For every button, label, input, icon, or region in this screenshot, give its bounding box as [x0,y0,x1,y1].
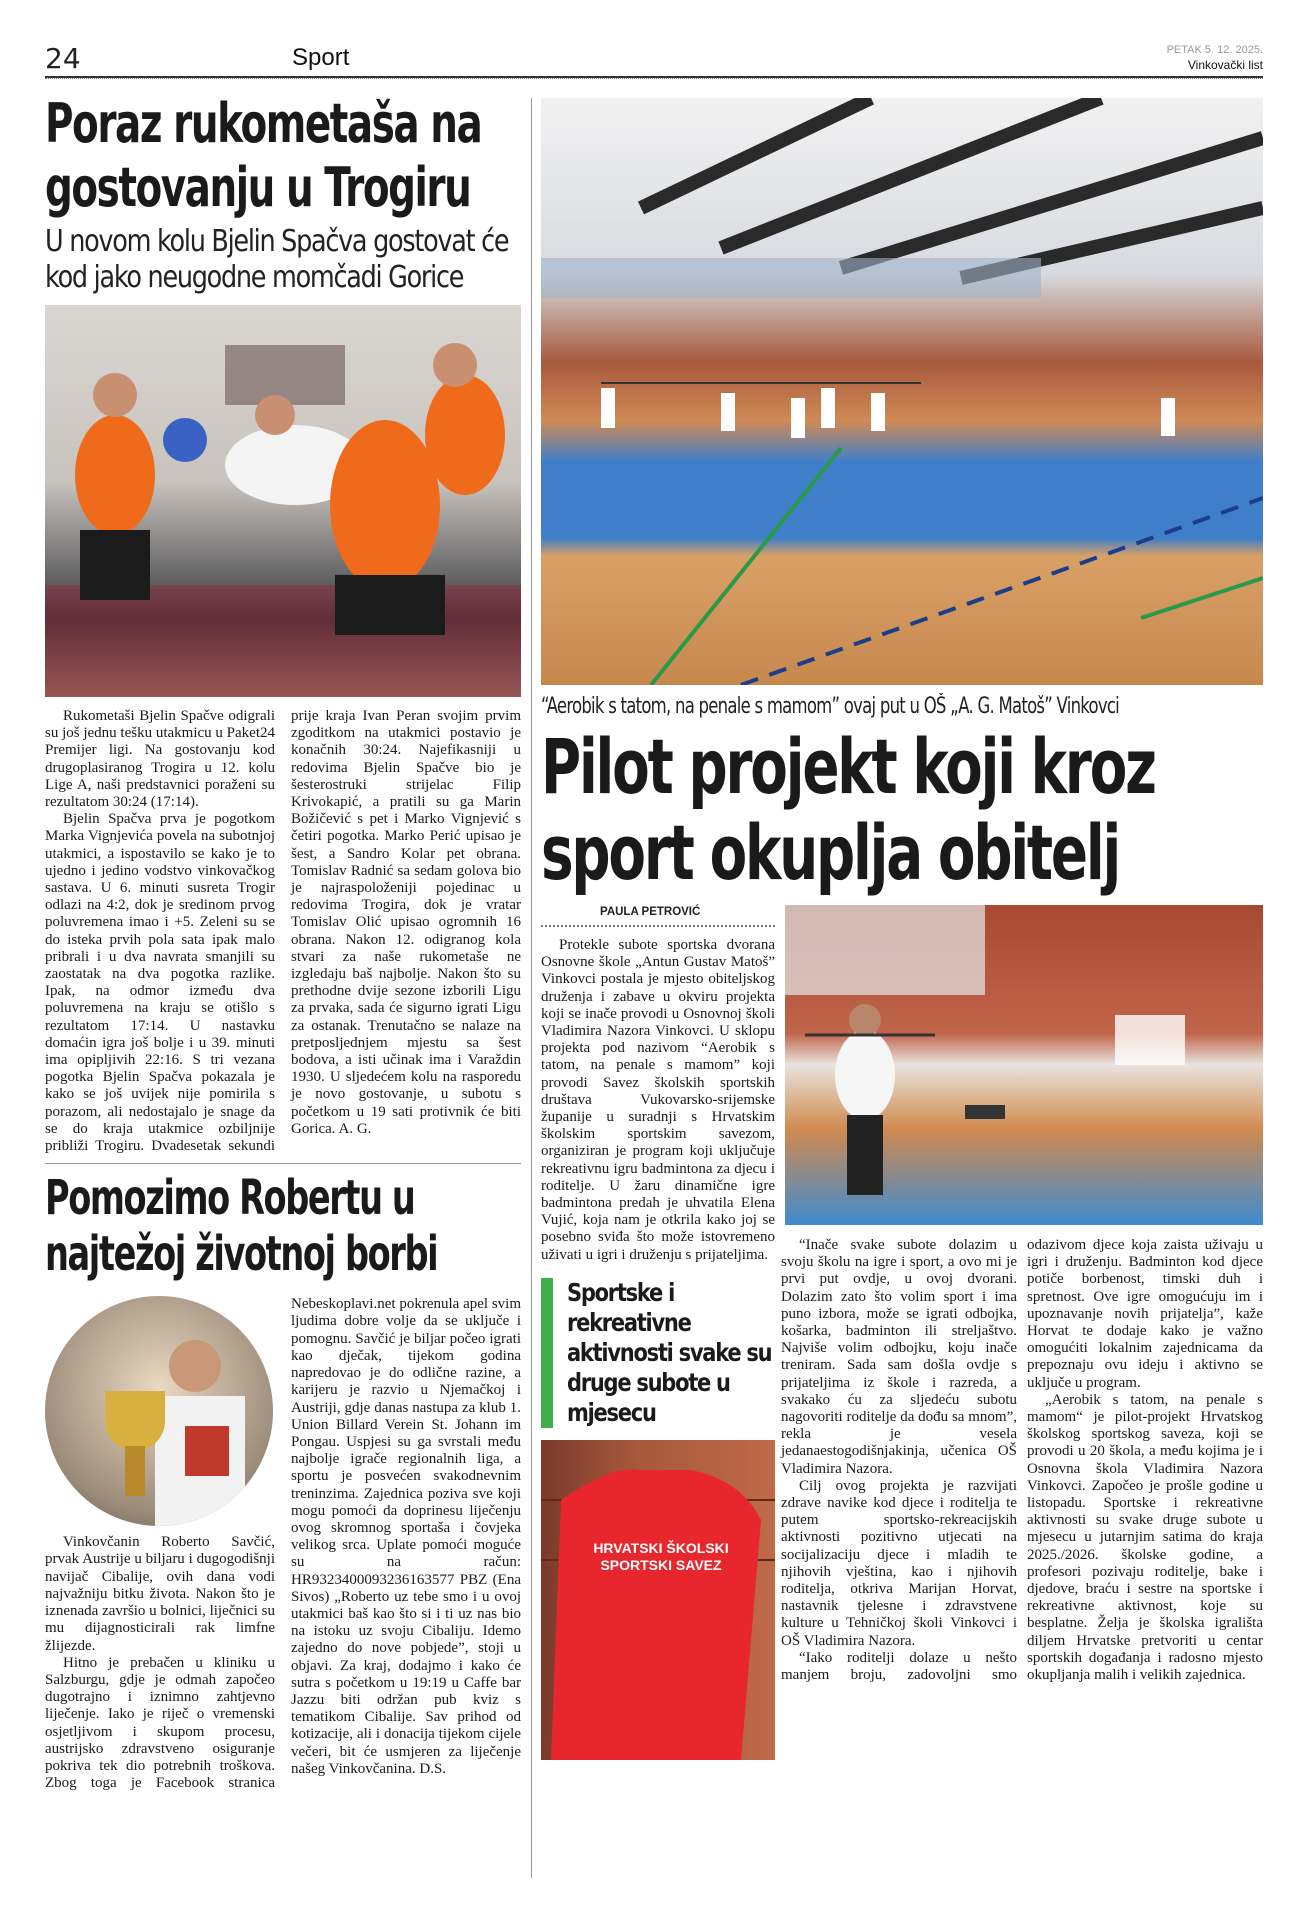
byline-divider [541,925,775,927]
pull-quote-block [541,1278,775,1428]
handball-players-illustration [45,305,521,697]
article1-title: Poraz rukometaša na gostovanju u Trogiru [45,92,482,219]
article2-paragraph: Vinkovčanin Roberto Savčić, prvak Austrije u biljaru i dugogodišnji navijač Cibalije, ovih dana vodi najvažniju bitku života. Nakon što je iznenada završio u bolnici, liječnici su mu dijagnosticirali rak limfne žlijezde. [45,1534,275,1654]
shirt-photo [541,1440,775,1760]
publication-name: Vinkovački list [1187,58,1263,72]
header-rule [45,76,1263,79]
handball-photo [45,305,521,697]
article2-paragraph: Hitno je prebačen u kliniku u Salzburgu, gdje je odmah započeo dugotrajno i iznimno zahtjevno liječenje. Iako je riječ o vremenski osjetljivom i skupom procesu, austrijsko zdravstveno osiguranje pokriva tek dio potrebnih troškova. Zbog toga je Facebook stranica Nebeskoplavi.net pokrenula apel svim ljudima dobre volje da se uključe i pomognu. Savčić je biljar počeo igrati kao dječak, tijekom godina napredovao je do odlične razine, a karijeru je razvio u Njemačkoj i Austriji, gdje danas nastupa za klub 1. Union Billard Verein St. Johann im Pongau. Uspjesi su ga svrstali među najbolje igrače regionalnih liga, a sportu je posvećen svakodnevnim treninzima. Zajednica poziva sve koji mogu pomoći da doprinesu liječenju ovog skromnog sportaša i čovjeka velikog srca. Uplate pomoći moguće su na račun: HR9323400093236163577 PBZ (Ena Sivos) „Roberto uz tebe smo i u ovoj utakmici baš kao što si i ti uz nas bio na istoku uz svoju Cibaliju. Idemo zajedno do nove pobjede”, stoji u objavi. Za kraj, dodajmo i kako će sutra s početkom u 19:19 u Caffe bar Jazzu biti održan pub kviz s tematikom Cibalije. Sav prihod od kotizacije, ali i donacija tijekom cijele večeri, bit će usmjeren za liječenje našeg Vinkovčanina. D.S. [45,1296,521,1792]
roberto-photo [45,1296,273,1526]
article1-body [45,708,521,1155]
shirt-text: HRVATSKI ŠKOLSKI SPORTSKI SAVEZ [593,1539,729,1573]
photo-caption: “Aerobik s tatom, na penale s mamom” ovaj put u OŠ „A. G. Matoš” Vinkovci [541,694,1120,719]
article3-paragraph: „Aerobik s tatom, na penale s mamom“ je pilot-projekt Hrvatskog školskog sportskog saveza, koji se provodi u 20 škola, a među kojima je i Osnovna škola Vladimira Nazora Vinkovci. Započeo je prošle godine u listopadu. Sportske i rekreativne aktivnosti su svake druge subote u mjesecu u jutarnjim satima do kraja 2025./2026. školske godine, a profesori pozivaju roditelje, bake i djedove, braću i sestre na sportske i rekreativne aktivnost, koje su besplatne. Želja je školska igrališta diljem Hrvatske pretvoriti u centar sportskih događanja i radosno mjesto okupljanja malih i velikih zajednica. [1027,1391,1263,1684]
pull-quote: Sportske i rekreativne aktivnosti svake su druge subote u mjesecu [567,1277,772,1427]
article3-paragraph: “Iako roditelji dolaze u nešto manjem broju, zadovoljni smo odazivom djece koja zaista uživaju u igri i druženju. Badminton kod djece potiče borbenost, timski duh i spretnost. Ove igre omogućuju im i upoznavanje novih prijatelja”, kaže Horvat te dodaje kako je važno omogućiti lokalnim zajednicama da prepoznaju ovu ideju i aktivno se uključe u program. [781,1237,1263,1684]
left-column-flow [45,708,521,1792]
red-shirt-illustration [541,1440,775,1760]
author-byline: PAULA PETROVIĆ [600,906,701,918]
article3-title: Pilot projekt koji kroz sport okuplja obitelj [541,722,1155,897]
article3-paragraph: Cilj ovog projekta je razvijati zdrave navike kod djece i roditelja te putem sportsko-rekreacijskih aktivnosti pozitivno utjecati na socijalizaciju djece i mladih te njihovih vještina, kao i njihovih roditelja, otkriva Marijan Horvat, nastavnik tjelesne i zdravstvene kulture u Tehničkoj školi Vinkovci i OŠ Vladimira Nazora. [781,1477,1017,1649]
article3-paragraph: “Inače svake subote dolazim u svoju školu na igre i sport, a ovo mi je prvi put ovdje, u ovoj dvorani. Dolazim zato što volim sport i ima puno izbora, može se igrati odbojka, košarka, badminton ili streljaštvo. Najviše volim odbojku, koju inače treniram. Sada sam došla ovdje s prijateljima iz škole i razreda, a svakako ću za sljedeću subotu nagovoriti roditelje da dođu sa mnom”, rekla je vesela jedanaestogodišnjakinja, učenica OŠ Vladimira Nazora. [781,1237,1017,1477]
article3-body-col1 [541,937,775,1264]
section-name: Sport [292,44,350,71]
article-divider [45,1163,521,1164]
article1-paragraph: Rukometaši Bjelin Spačve odigrali su još jednu tešku utakmicu u Paket24 Premijer ligi. Na gostovanju kod drugoplasiranog Trogira u 12. kolu Lige A, naši predstavnici poraženi su rezultatom 30:24 (17:14). [45,708,275,811]
column-divider [531,98,532,1878]
trophy-player-illustration [45,1296,273,1526]
issue-date: PETAK 5. 12. 2025. [1166,44,1263,56]
article1-paragraph: Bjelin Spačva prva je pogotkom Marka Vignjevića povela na subotnjoj utakmici, a ispostavilo se kako je to ujedno i jedino vodstvo vinkovačkog sastava. U 6. minuti susreta Trogir odlazi na 4:2, dok je sredinom prvog poluvremena imao i +5. Zeleni su se do isteka prvih pola sata ipak malo pribrali i u dva navrata smanjili su zaostatak na dva pogotka razlike. Ipak, na odmor između dva poluvremena na kraju se otišlo s rezultatom 17:14. U nastavku domaćin igra još bolje i u 39. minuti ima opipljivih 22:16. S tri vezana pogotka Bjelin Spačva pokazala je kako se još uvijek nije pomirila s porazom, ali nedostajalo je snage da se do kraja utakmice ozbiljnije približi Trogiru. Dvadesetak sekundi prije kraja Ivan Peran svojim prvim zgoditkom na utakmici postavio je konačnih 30:24. Najefikasniji u redovima Bjelin Spačve bio je šesterostruki strijelac Filip Krivokapić, a pratili su ga Marin Božičević s pet i Marko Vignjević s četiri pogotka. Marko Perić upisao je šest, a Sandro Kolar pet obrana. Tomislav Radnić sa sedam golova bio je najraspoloženiji pojedinac u redovima Trogira, dok je vratar Tomislav Olić upisao ogromnih 16 obrana. Nakon 12. odigranog kola stvari za naše rukometaše ne izgledaju baš najbolje. Nakon što su prethodne dvije sezone izborili Ligu za prvaka, sada će sigurno igrati Ligu za ostanak. Trenutačno se nalaze na pretposljednjem mjestu sa šest bodova, a isti učinak ima i Varaždin 1930. U sljedećem kolu na rasporedu je novo gostovanje, u subotu s početkom u 19 sati protivnik će biti Gorica. A. G. [45,708,521,1155]
article3-col1-flow [541,937,775,1760]
archery-photo [785,905,1263,1225]
article1-subtitle: U novom kolu Bjelin Spačva gostovat će kod jako neugodne momčadi Gorice [45,224,509,295]
article3-paragraph: Protekle subote sportska dvorana Osnovne škole „Antun Gustav Matoš” Vinkovci postala je mjesto obiteljskog druženja i zabave u okviru projekta koji se inače provodi u Osnovnoj školi Vladimira Nazora Vinkovci. U sklopu projekta pod nazivom “Aerobik s tatom, na penale s mamom” koji provodi Savez školskih sportskih društava Vukovarsko-srijemske županije u suradnji s Hrvatskim školskim sportskim savezom, organiziran je program koji uključuje rekreativnu igru badmintona za djecu i roditelje. U žaru dinamične igre badmintona predah je uhvatila Elena Vujić, koja nam je otkrila kako joj se posebno sviđa što može istovremeno uživati u igri i druženju s prijateljima. [541,937,775,1263]
article2-body [45,1296,521,1792]
article3-body-col2-col3 [781,1237,1263,1684]
quote-accent-bar [541,1278,553,1428]
gym-hall-illustration [541,98,1263,685]
badminton-hall-photo [541,98,1263,685]
article2-title: Pomozimo Robertu u najtežoj životnoj borbi [45,1170,438,1283]
page-number: 24 [45,42,81,75]
archery-illustration [785,905,1263,1225]
